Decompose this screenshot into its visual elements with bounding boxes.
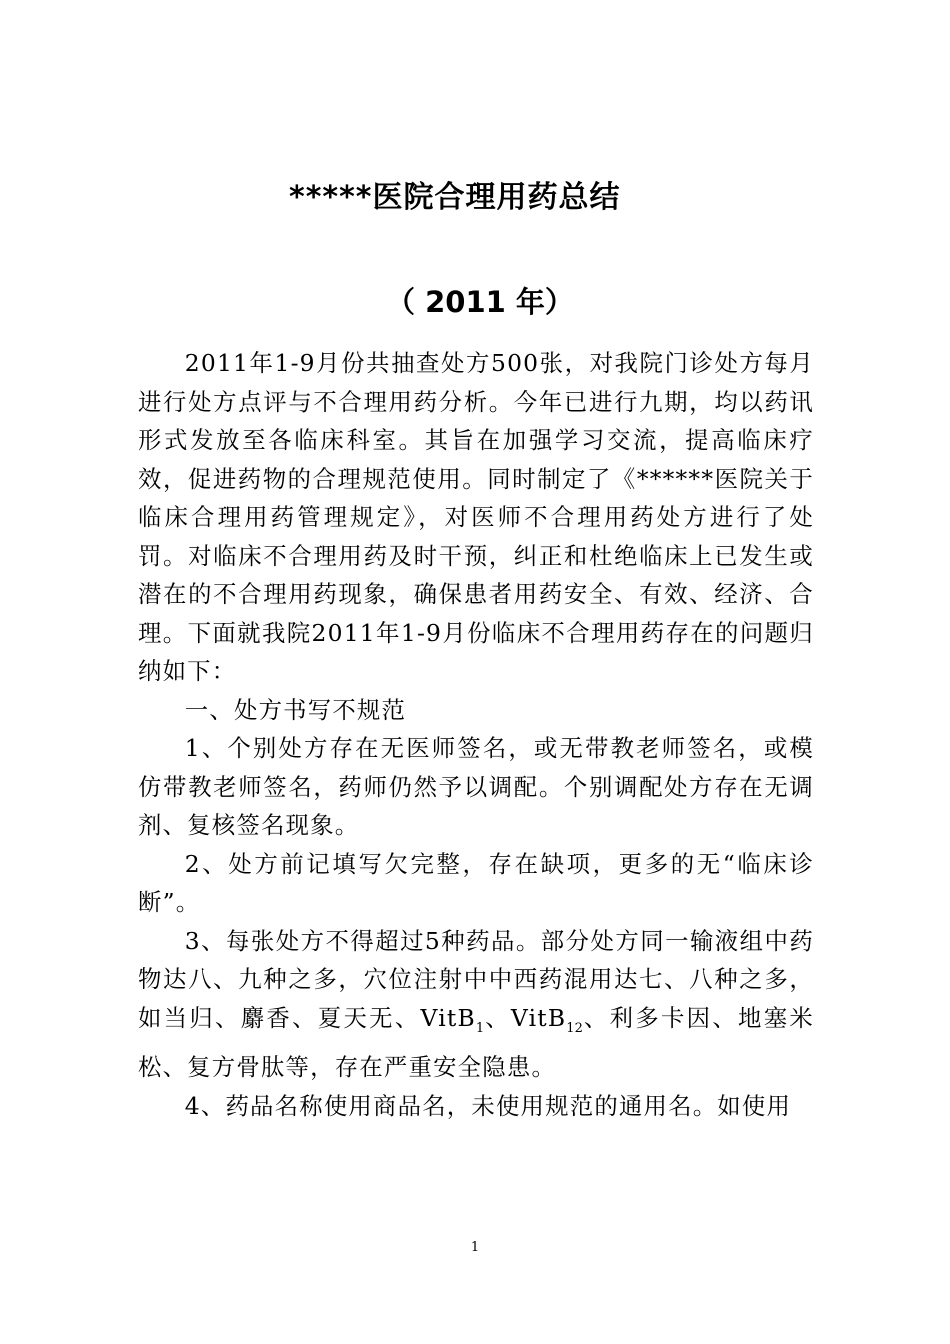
- item-paragraph-2: 2、处方前记填写欠完整，存在缺项，更多的无“临床诊断”。: [138, 849, 814, 916]
- item-3-subscript-12: 12: [566, 1020, 583, 1036]
- section-heading-1: 一、处方书写不规范: [184, 695, 407, 724]
- document-title: *****医院合理用药总结: [289, 180, 621, 215]
- item-paragraph-4: 4、药品名称使用商品名，未使用规范的通用名。如使用: [184, 1091, 792, 1120]
- item-3-text-b: 、VitB: [484, 1003, 567, 1032]
- item-paragraph-3: [138, 922, 814, 1087]
- item-3-text-c: 、利多卡因、地塞米松、复方骨肽等，存在严重安全隐患。: [138, 1003, 814, 1081]
- item-paragraph-1: 1、个别处方存在无医师签名，或无带教老师签名，或模仿带教老师签名，药师仍然予以调配。个别调配处方存在无调剂、复核签名现象。: [138, 734, 814, 839]
- item-3-text-a: 3、每张处方不得超过5种药品。部分处方同一输液组中药物达八、九种之多，穴位注射中中西药混用达七、八种之多，如当归、麝香、夏天无、VitB: [138, 926, 814, 1032]
- document-body: [138, 344, 814, 1125]
- item-3-subscript-1: 1: [475, 1020, 485, 1036]
- document-subtitle: （ 2011 年）: [386, 285, 574, 319]
- page-number: 1: [470, 1240, 480, 1255]
- intro-paragraph: 2011年1-9月份共抽查处方500张，对我院门诊处方每月进行处方点评与不合理用药分析。今年已进行九期，均以药讯形式发放至各临床科室。其旨在加强学习交流，提高临床疗效，促进药物的合理规范使用。同时制定了《******医院关于临床合理用药管理规定》，对医师不合理用药处方进行了处罚。对临床不合理用药及时干预，纠正和杜绝临床上已发生或潜在的不合理用药现象，确保患者用药安全、有效、经济、合理。下面就我院2011年1-9月份临床不合理用药存在的问题归纳如下：: [138, 349, 814, 685]
